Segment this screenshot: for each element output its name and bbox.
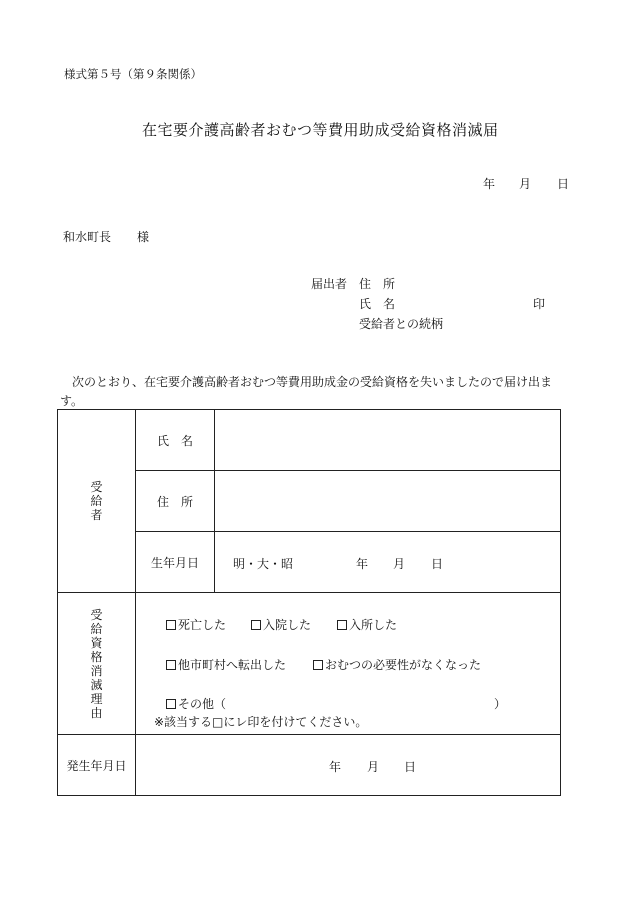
reason-moved[interactable] <box>166 656 286 673</box>
reason-header <box>58 608 135 720</box>
reason-header-char: 受 <box>90 607 103 622</box>
birth-era: 明・大・昭 <box>233 557 294 571</box>
recipient-name-field[interactable] <box>215 410 561 471</box>
recipient-name-label: 氏 名 <box>136 410 215 471</box>
checkbox-unnecessary[interactable] <box>313 660 323 670</box>
addressee-mayor: 和水町長 <box>63 230 112 244</box>
application-table <box>57 409 561 796</box>
reason-header-char: 理 <box>90 691 103 706</box>
recipient-header-cell <box>58 410 136 593</box>
submission-year: 年 <box>483 177 496 191</box>
reason-unnecessary[interactable] <box>313 656 481 673</box>
reason-cell <box>136 593 561 735</box>
recipient-header-char: 受 <box>90 480 103 494</box>
submission-month: 月 <box>519 177 532 191</box>
reason-hospitalized[interactable] <box>251 616 311 633</box>
occurrence-year: 年 <box>329 760 342 774</box>
reason-note: ※該当する□にレ印を付けてください。 <box>154 715 368 729</box>
reason-header-char: 格 <box>90 649 103 664</box>
occurrence-date-field[interactable] <box>136 735 561 796</box>
checkbox-other[interactable] <box>166 699 176 709</box>
recipient-header <box>58 480 135 522</box>
reason-unnecessary-label: おむつの必要性がなくなった <box>325 658 482 672</box>
recipient-birthdate-label: 生年月日 <box>136 532 215 593</box>
birth-month: 月 <box>393 557 406 571</box>
birth-day: 日 <box>431 557 444 571</box>
addressee-honorific: 様 <box>137 230 150 244</box>
reason-header-char: 滅 <box>90 677 103 692</box>
reason-admitted-label: 入所した <box>349 618 398 632</box>
reason-died-label: 死亡した <box>178 618 227 632</box>
applicant-address-label: 住 所 <box>359 277 396 291</box>
reason-hospitalized-label: 入院した <box>263 618 312 632</box>
checkbox-moved[interactable] <box>166 660 176 670</box>
reason-header-char: 消 <box>90 663 103 678</box>
intro-line-1: 次のとおり、在宅要介護高齢者おむつ等費用助成金の受給資格を失いましたので届け出ま <box>60 375 553 389</box>
reason-moved-label: 他市町村へ転出した <box>178 658 287 672</box>
reason-header-char: 資 <box>90 635 103 650</box>
seal-mark: 印 <box>533 297 546 311</box>
birth-year: 年 <box>356 557 369 571</box>
checkbox-died[interactable] <box>166 620 176 630</box>
reason-header-cell <box>58 593 136 735</box>
occurrence-day: 日 <box>404 760 417 774</box>
applicant-relation-label: 受給者との続柄 <box>359 317 444 331</box>
checkbox-hospitalized[interactable] <box>251 620 261 630</box>
submission-day: 日 <box>557 177 570 191</box>
reason-other-label: その他（ <box>178 697 227 711</box>
recipient-header-char: 者 <box>90 508 103 522</box>
reason-died[interactable] <box>166 616 226 633</box>
reason-other-close: ） <box>494 697 507 711</box>
recipient-birthdate-field[interactable] <box>215 532 561 593</box>
reason-header-char: 由 <box>90 705 103 720</box>
reason-header-char: 給 <box>90 621 103 636</box>
document-title: 在宅要介護高齢者おむつ等費用助成受給資格消滅届 <box>142 121 499 139</box>
occurrence-date-label: 発生年月日 <box>58 735 136 796</box>
recipient-address-field[interactable] <box>215 471 561 532</box>
applicant-label: 届出者 <box>311 277 348 291</box>
checkbox-admitted[interactable] <box>337 620 347 630</box>
reason-other[interactable] <box>166 695 226 712</box>
applicant-name-label: 氏 名 <box>359 297 396 311</box>
intro-line-2: す。 <box>60 394 84 408</box>
reason-admitted[interactable] <box>337 616 397 633</box>
form-number: 様式第５号（第９条関係） <box>64 67 202 81</box>
recipient-header-char: 給 <box>90 494 103 508</box>
recipient-address-label: 住 所 <box>136 471 215 532</box>
occurrence-month: 月 <box>367 760 380 774</box>
